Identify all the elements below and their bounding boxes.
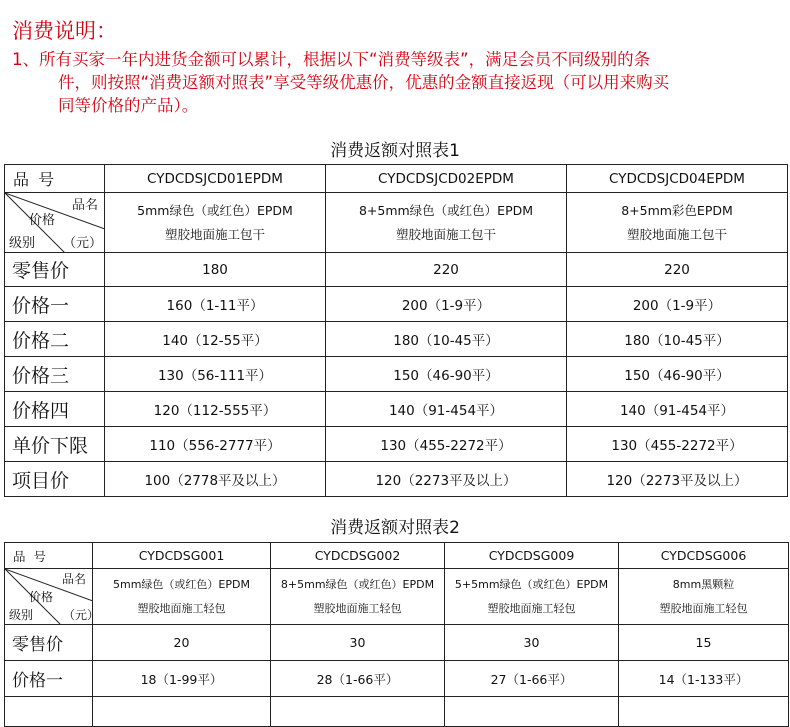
table-row (5, 253, 788, 287)
table1-title: 消费返额对照表1 (330, 141, 460, 161)
price-cell: 130（455-2272平） (567, 427, 788, 462)
price-cell: 220 (567, 253, 788, 287)
price-cell (93, 697, 271, 727)
table2-code: CYDCDSG001 (93, 543, 271, 569)
row-label: 项目价 (5, 462, 105, 497)
notice-line-3: 同等价格的产品）。 (58, 96, 199, 115)
row-label: 价格一 (5, 661, 93, 697)
price-cell: 120（112-555平） (105, 392, 326, 427)
notice-title: 消费说明： (12, 19, 117, 43)
row-label: 零售价 (5, 625, 93, 661)
price-cell: 180（10-45平） (326, 322, 567, 357)
price-cell: 140（91-454平） (567, 392, 788, 427)
price-cell: 160（1-11平） (105, 287, 326, 322)
product-desc-line2: 塑胶地面施工包干 (164, 226, 265, 242)
table-row (5, 661, 789, 697)
table-row (5, 697, 789, 727)
table1-code: CYDCDSJCD04EPDM (567, 165, 788, 193)
table-row (5, 287, 788, 322)
table-row (5, 357, 788, 392)
price-cell: 20 (93, 625, 271, 661)
price-cell: 27（1-66平） (445, 661, 619, 697)
product-desc-line2: 塑胶地面施工包干 (626, 226, 727, 242)
diag-level-label: 级别 (9, 236, 36, 251)
notice-line-1: 1、所有买家一年内进货金额可以累计，根据以下“消费等级表”，满足会员不同级别的条 (12, 50, 651, 69)
table1-header-label: 品 号 (5, 165, 105, 193)
table2-diagonal-header (5, 569, 100, 625)
table1-code: CYDCDSJCD02EPDM (326, 165, 567, 193)
table2-header-label: 品 号 (5, 543, 93, 569)
table2-code: CYDCDSG002 (271, 543, 445, 569)
product-desc-line1: 8+5mm绿色（或红色）EPDM (280, 577, 435, 591)
diag-unit-label: （元） (63, 608, 100, 622)
table1-desc (105, 193, 326, 253)
table2-title: 消费返额对照表2 (330, 518, 460, 538)
price-cell: 15 (619, 625, 789, 661)
table-row (5, 625, 789, 661)
price-cell: 140（91-454平） (326, 392, 567, 427)
row-label: 价格一 (5, 287, 105, 322)
diag-price-label: 价格 (29, 213, 56, 228)
price-cell: 30 (271, 625, 445, 661)
price-cell: 30 (445, 625, 619, 661)
product-desc-line2: 塑胶地面施工轻包 (137, 601, 226, 615)
price-cell: 200（1-9平） (326, 287, 567, 322)
price-cell: 180（10-45平） (567, 322, 788, 357)
price-cell: 130（455-2272平） (326, 427, 567, 462)
table2-desc (271, 569, 445, 625)
price-cell: 100（2778平及以上） (105, 462, 326, 497)
product-desc-line2: 塑胶地面施工轻包 (313, 601, 402, 615)
product-desc-line1: 5+5mm绿色（或红色）EPDM (454, 577, 609, 591)
product-desc-line2: 塑胶地面施工轻包 (659, 601, 748, 615)
table2-code: CYDCDSG006 (619, 543, 789, 569)
price-cell: 120（2273平及以上） (326, 462, 567, 497)
table1-diagonal-header (5, 193, 105, 253)
price-cell: 220 (326, 253, 567, 287)
consumption-notice (12, 18, 782, 117)
product-desc-line1: 8+5mm彩色EPDM (621, 202, 733, 218)
table1-code: CYDCDSJCD01EPDM (105, 165, 326, 193)
product-desc-line2: 塑胶地面施工包干 (395, 226, 496, 242)
price-cell (445, 697, 619, 727)
price-cell: 110（556-2777平） (105, 427, 326, 462)
price-cell (619, 697, 789, 727)
price-cell: 150（46-90平） (567, 357, 788, 392)
table2-desc (93, 569, 271, 625)
diag-price-label: 价格 (29, 590, 54, 604)
row-label: 零售价 (5, 253, 105, 287)
table2-desc (445, 569, 619, 625)
diag-level-label: 级别 (9, 608, 34, 622)
table2-desc (619, 569, 789, 625)
product-desc-line1: 5mm绿色（或红色）EPDM (137, 202, 293, 218)
row-label: 价格二 (5, 322, 105, 357)
product-desc-line1: 5mm绿色（或红色）EPDM (113, 577, 250, 591)
row-label: 价格四 (5, 392, 105, 427)
price-cell: 140（12-55平） (105, 322, 326, 357)
table-row (5, 322, 788, 357)
diag-unit-label: （元） (63, 236, 103, 251)
table1-desc (567, 193, 788, 253)
notice-line-2: 件，则按照“消费返额对照表”享受等级优惠价，优惠的金额直接返现（可以用来购买 (58, 73, 670, 92)
price-cell: 14（1-133平） (619, 661, 789, 697)
table1-desc (326, 193, 567, 253)
table2-code-row (5, 543, 789, 569)
diag-name-label: 品名 (61, 572, 86, 586)
rebate-table-2 (4, 542, 789, 727)
row-label (5, 697, 93, 727)
table-row (5, 392, 788, 427)
product-desc-line1: 8+5mm绿色（或红色）EPDM (358, 202, 534, 218)
table1-desc-row (5, 193, 788, 253)
price-cell: 150（46-90平） (326, 357, 567, 392)
table2-code: CYDCDSG009 (445, 543, 619, 569)
price-cell: 200（1-9平） (567, 287, 788, 322)
price-cell: 180 (105, 253, 326, 287)
price-cell: 28（1-66平） (271, 661, 445, 697)
product-desc-line1: 8mm黑颗粒 (672, 577, 735, 591)
price-cell (271, 697, 445, 727)
price-cell: 18（1-99平） (93, 661, 271, 697)
rebate-table-1 (4, 164, 788, 497)
row-label: 价格三 (5, 357, 105, 392)
product-desc-line2: 塑胶地面施工轻包 (487, 601, 576, 615)
table1-code-row (5, 165, 788, 193)
price-cell: 120（2273平及以上） (567, 462, 788, 497)
table2-desc-row (5, 569, 789, 625)
table-row (5, 427, 788, 462)
diag-name-label: 品名 (71, 198, 98, 213)
table-row (5, 462, 788, 497)
price-cell: 130（56-111平） (105, 357, 326, 392)
row-label: 单价下限 (5, 427, 105, 462)
